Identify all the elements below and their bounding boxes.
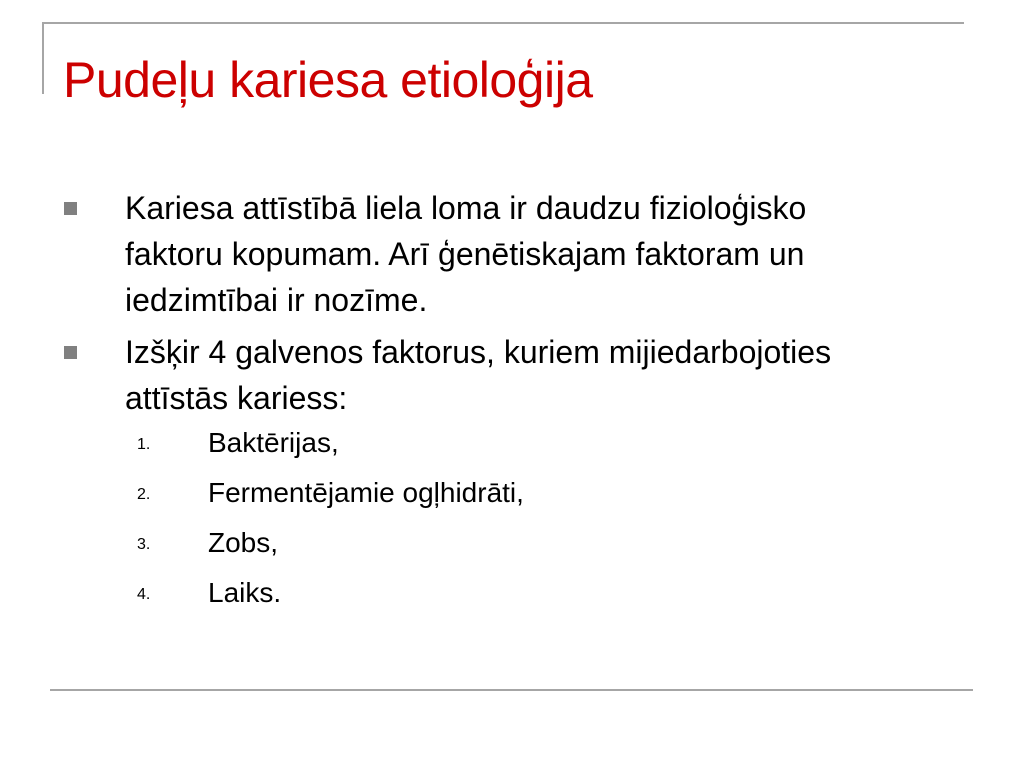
list-number: 2. [137,486,151,503]
slide-body [0,185,1024,621]
slide-frame-left-line [42,22,44,94]
list-item-text: Baktērijas, [208,427,339,458]
list-item-text: Zobs, [208,527,279,558]
list-item-text: Laiks. [208,577,282,608]
square-bullet-icon [64,202,77,215]
list-number: 1. [137,436,151,453]
numbered-list-item [137,521,1024,571]
bullet-text: Kariesa attīstībā liela loma ir daudzu fizioloģisko faktoru kopumam. Arī ģenētiskajam faktoram un iedzimtībai ir nozīme. [125,190,807,318]
bullet-item [125,329,885,421]
square-bullet-icon [64,346,77,359]
list-number: 4. [137,586,151,603]
bullet-text: Izšķir 4 galvenos faktorus, kuriem mijiedarbojoties attīstās kariess: [125,334,832,416]
numbered-list-item [137,571,1024,621]
slide-frame-top-line [42,22,964,24]
slide-frame-bottom-line [50,689,973,691]
list-number: 3. [137,536,151,553]
numbered-list-item [137,471,1024,521]
list-item-text: Fermentējamie ogļhidrāti, [208,477,524,508]
numbered-list [0,421,1024,621]
numbered-list-item [137,421,1024,471]
bullet-item [125,185,885,323]
slide-title: Pudeļu kariesa etioloģija [63,52,593,108]
